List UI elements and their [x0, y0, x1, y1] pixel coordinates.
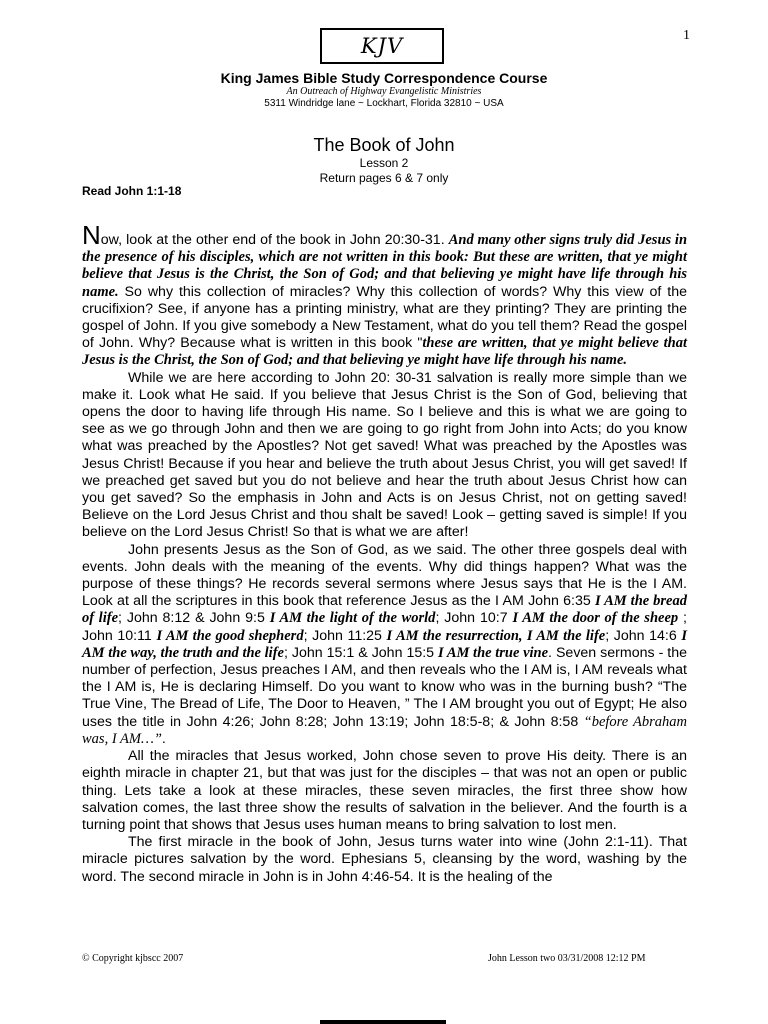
scripture-quote: I AM the resurrection, I AM the life — [386, 627, 606, 644]
body-text: ; John 14:6 — [605, 627, 682, 644]
scripture-quote: I AM the door of the sheep — [512, 610, 679, 627]
course-address: 5311 Windridge lane ~ Lockhart, Florida 32810 ~ USA — [264, 98, 504, 109]
footer-doc-info: John Lesson two 03/31/2008 12:12 PM — [488, 953, 646, 964]
lesson-label: Lesson 2 — [359, 156, 409, 170]
course-title: King James Bible Study Correspondence Course — [220, 70, 548, 86]
book-title: The Book of John — [313, 135, 455, 155]
read-passage: Read John 1:1-18 — [82, 184, 182, 198]
body-paragraph — [82, 834, 687, 886]
body-text: While we are here according to John 20: 30-31 salvation is really more simple than we make it. Look what He said. If you believe that Jesus Christ is the Son of God, believing that opens the door to having life through His name. So I believe and this is what we are going to see as we go through John and then we are going to go right from John into Acts; do you know what was preached by the Apostles? Not get saved! What was preached by the Apostles was Jesus Christ! Because if you hear and believe the truth about Jesus Christ, you will get saved! If we preached get saved but you do not believe and hear the truth about Jesus Christ how can you get saved? So the emphasis in John and Acts is on Jesus Christ, not on getting saved! Believe on the Lord Jesus Christ and thou shalt be saved! Look – getting saved is simple! If you believe on the Lord Jesus Christ! So that is what we are after! — [82, 369, 687, 541]
footer-copyright: © Copyright kjbscc 2007 — [82, 953, 184, 964]
body-text: ; John 10:7 — [435, 610, 513, 627]
drop-cap: N — [82, 220, 101, 250]
body-text: ow, look at the other end of the book in John 20:30-31. — [100, 232, 449, 248]
bottom-rule — [320, 1020, 446, 1024]
body-text: . — [161, 730, 166, 747]
scripture-quote: I AM the true vine — [438, 644, 549, 661]
body-text: The first miracle in the book of John, Jesus turns water into wine (John 2:1-11). That miracle pictures salvation by the word. Ephesians 5, cleansing by the word, washing by the word. The second miracle in John is in John 4:46-54. It is the healing of the — [82, 834, 687, 885]
scripture-quote: I AM the good shepherd — [156, 627, 304, 644]
page-number: 1 — [683, 28, 690, 43]
body-text: John presents Jesus as the Son of God, as we said. The other three gospels deal with events. John deals with the meaning of the events. Why did things happen? What was the purpose of these things? He records several sermons where Jesus says that He is the I AM. Look at all the scriptures in this book that reference Jesus as the I AM John 6:35 — [82, 541, 687, 610]
body-text: All the miracles that Jesus worked, John chose seven to prove His deity. There is an eighth miracle in chapter 21, but that was just for the disciples – that was not an open or public thing. Lets take a look at these miracles, these seven miracles, the first three show how salvation comes, the last three show the results of salvation in the believer. And the fourth is a turning point that shows that Jesus uses human means to bring salvation to lost men. — [82, 748, 687, 833]
lesson-body — [82, 220, 688, 886]
body-text: So why this collection of miracles? Why this collection of words? Why this view of the crucifixion? See, if anyone has a printing ministry, what are they printing? They are printing the gospel of John. If you give somebody a New Testament, what do you tell them? Read the gospel of John. Why? Because what is written in this book " — [82, 283, 687, 352]
body-paragraph — [82, 748, 687, 834]
body-paragraph — [82, 370, 687, 542]
kjv-logo-box — [320, 28, 444, 64]
body-text: ; John 15:1 & John 15:5 — [283, 644, 439, 661]
scripture-quote: And many other signs truly did Jesus in the presence of his disciples, which are not written in this book: But these are written, that ye might believe that Jesus is the Christ, the Son of God; and that believing ye might have life through his name. — [82, 232, 688, 300]
body-text: . Seven sermons - the number of perfection, Jesus preaches I AM, and then reveals who the I AM is, I AM reveals what the I AM is, He is declaring Himself. Do you want to know who was in the burning bush? “The True Vine, The Bread of Life, The Door to Heaven, ” The I AM brought you out of Egypt; He also uses the title in John 4:26; John 8:28; John 13:19; John 18:5-8; & John 8:58 — [82, 644, 687, 730]
body-paragraph — [82, 220, 688, 370]
scripture-quote: “before Abraham was, I AM…” — [82, 713, 687, 747]
scripture-quote: these are written, that ye might believe that Jesus is the Christ, the Son of God; and that believing ye might have life through his name. — [82, 335, 687, 369]
scripture-quote: I AM the light of the world — [269, 610, 436, 627]
body-text: ; John 8:12 & John 9:5 — [118, 610, 270, 627]
body-paragraph — [82, 542, 687, 748]
scripture-quote: I AM the way, the truth and the life — [82, 627, 688, 661]
course-subtitle: An Outreach of Highway Evangelistic Ministries — [286, 86, 482, 97]
kjv-logo-text: KJV — [360, 34, 404, 58]
body-text: ; John 10:11 — [82, 610, 687, 644]
return-pages-note: Return pages 6 & 7 only — [319, 171, 449, 185]
scripture-quote: I AM the bread of life — [82, 593, 687, 627]
body-text: ; John 11:25 — [303, 627, 387, 644]
